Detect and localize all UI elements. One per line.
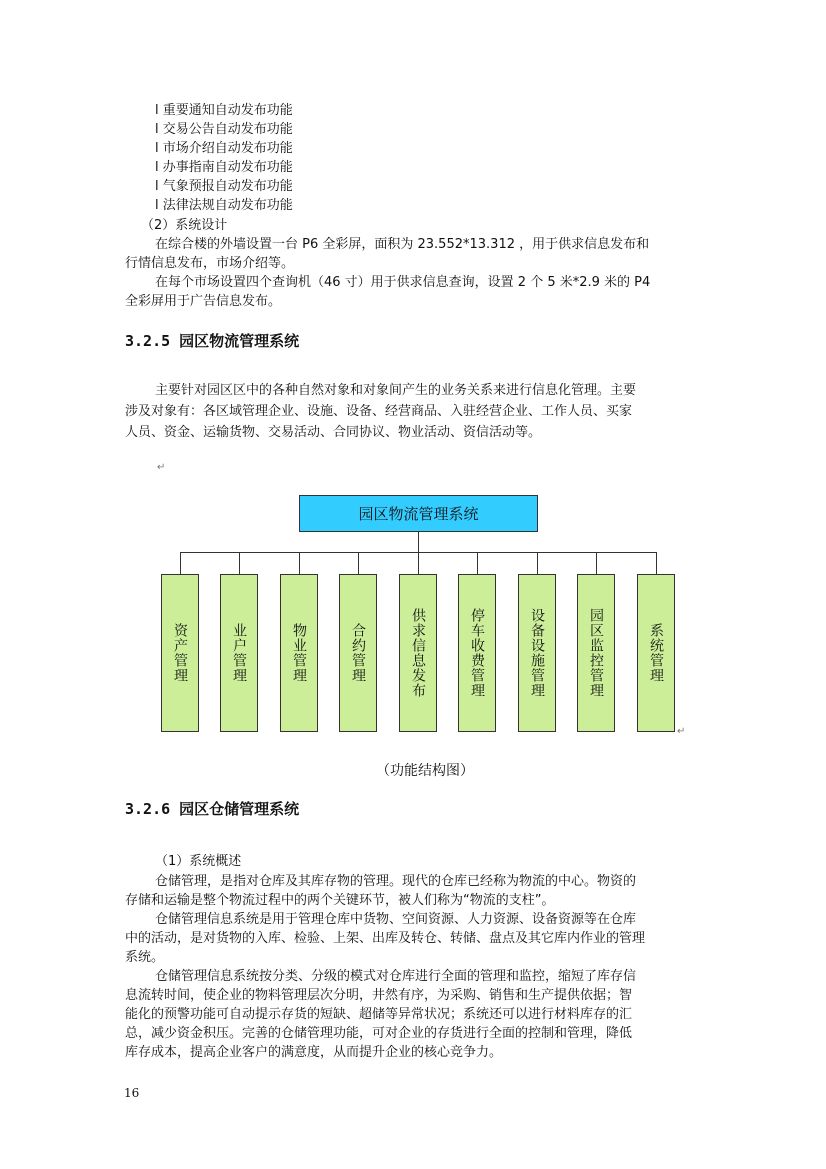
paragraph-line: 仓储管理，是指对仓库及其库存物的管理。现代的仓库已经称为物流的中心。物资的	[155, 874, 637, 889]
bullet-item: l 法律法规自动发布功能	[155, 198, 293, 213]
paragraph-line: 中的活动，是对货物的入库、检验、上架、出库及转仓、转储、盘点及其它库内作业的管理	[125, 931, 646, 946]
paragraph-line: 涉及对象有：各区域管理企业、设施、设备、经营商品、入驻经营企业、工作人员、买家	[125, 404, 633, 419]
paragraph-line: 全彩屏用于广告信息发布。	[125, 294, 282, 309]
bullet-item: l 办事指南自动发布功能	[155, 160, 293, 175]
paragraph-line: 在综合楼的外墙设置一台 P6 全彩屏，面积为 23.552*13.312 ，用于供求信息发布和	[155, 237, 650, 252]
section-heading: 3.2.5 园区物流管理系统	[125, 332, 300, 350]
connector-line	[537, 552, 538, 574]
connector-line	[656, 552, 657, 574]
diagram-child-box	[518, 574, 556, 732]
diagram-child-label: 供求信息发布	[410, 608, 426, 698]
paragraph-line: 仓储管理信息系统是用于管理仓库中货物、空间资源、人力资源、设备资源等在仓库	[155, 912, 637, 927]
subheading: （1）系统概述	[155, 854, 242, 869]
connector-line	[180, 552, 181, 574]
diagram-child-box	[220, 574, 258, 732]
diagram-child-box	[280, 574, 318, 732]
diagram-child-box	[161, 574, 199, 732]
section-heading: 3.2.6 园区仓储管理系统	[125, 800, 300, 818]
bullet-item: l 气象预报自动发布功能	[155, 179, 293, 194]
connector-line	[358, 552, 359, 574]
paragraph-line: 总，减少资金积压。完善的仓储管理功能，可对企业的存货进行全面的控制和管理，降低	[125, 1026, 633, 1041]
paragraph-line: 能化的预警功能可自动提示存货的短缺、超储等异常状况；系统还可以进行材料库存的汇	[125, 1007, 633, 1022]
diagram-root-box	[299, 495, 538, 532]
bullet-item: l 市场介绍自动发布功能	[155, 141, 293, 156]
diagram-root-label: 园区物流管理系统	[358, 505, 479, 523]
paragraph-line: 人员、资金、运输货物、交易活动、合同协议、物业活动、资信活动等。	[125, 425, 542, 440]
subheading: （2）系统设计	[141, 218, 228, 233]
diagram-child-box	[458, 574, 496, 732]
bullet-item: l 重要通知自动发布功能	[155, 103, 293, 118]
paragraph-line: 息流转时间，使企业的物料管理层次分明，井然有序，为采购、销售和生产提供依据；智	[125, 988, 633, 1003]
paragraph-line: 行情信息发布，市场介绍等。	[125, 256, 295, 271]
connector-line	[239, 552, 240, 574]
connector-line	[299, 552, 300, 574]
paragraph-line: 主要针对园区区中的各种自然对象和对象间产生的业务关系来进行信息化管理。主要	[155, 383, 637, 398]
diagram-child-box	[339, 574, 377, 732]
paragraph-line: 系统。	[125, 950, 165, 965]
connector-line	[418, 532, 419, 553]
diagram-child-label: 物业管理	[291, 623, 307, 683]
diagram-child-label: 系统管理	[648, 623, 664, 683]
bullet-item: l 交易公告自动发布功能	[155, 122, 293, 137]
diagram-child-label: 停车收费管理	[469, 608, 485, 698]
connector-line	[596, 552, 597, 574]
paragraph-line: 存储和运输是整个物流过程中的两个关键环节，被人们称为“物流的支柱”。	[125, 893, 555, 908]
diagram-child-label: 合约管理	[350, 623, 366, 683]
connector-line	[477, 552, 478, 574]
diagram-child-box	[577, 574, 615, 732]
return-mark: ↵	[157, 462, 166, 473]
return-mark: ↵	[677, 726, 686, 737]
diagram-child-label: 业户管理	[231, 623, 247, 683]
page-number: 16	[124, 1086, 140, 1100]
diagram-child-label: 园区监控管理	[588, 608, 604, 698]
diagram-child-label: 资产管理	[172, 623, 188, 683]
connector-line	[418, 552, 419, 574]
diagram-child-box	[637, 574, 675, 732]
diagram-child-box	[399, 574, 437, 732]
diagram-child-label: 设备设施管理	[529, 608, 545, 698]
paragraph-line: 在每个市场设置四个查询机（46 寸）用于供求信息查询，设置 2 个 5 米*2.9 米的 P4	[155, 275, 651, 290]
paragraph-line: 仓储管理信息系统按分类、分级的模式对仓库进行全面的管理和监控，缩短了库存信	[155, 969, 637, 984]
paragraph-line: 库存成本，提高企业客户的满意度，从而提升企业的核心竞争力。	[125, 1045, 503, 1060]
diagram-caption: （功能结构图）	[376, 763, 474, 779]
